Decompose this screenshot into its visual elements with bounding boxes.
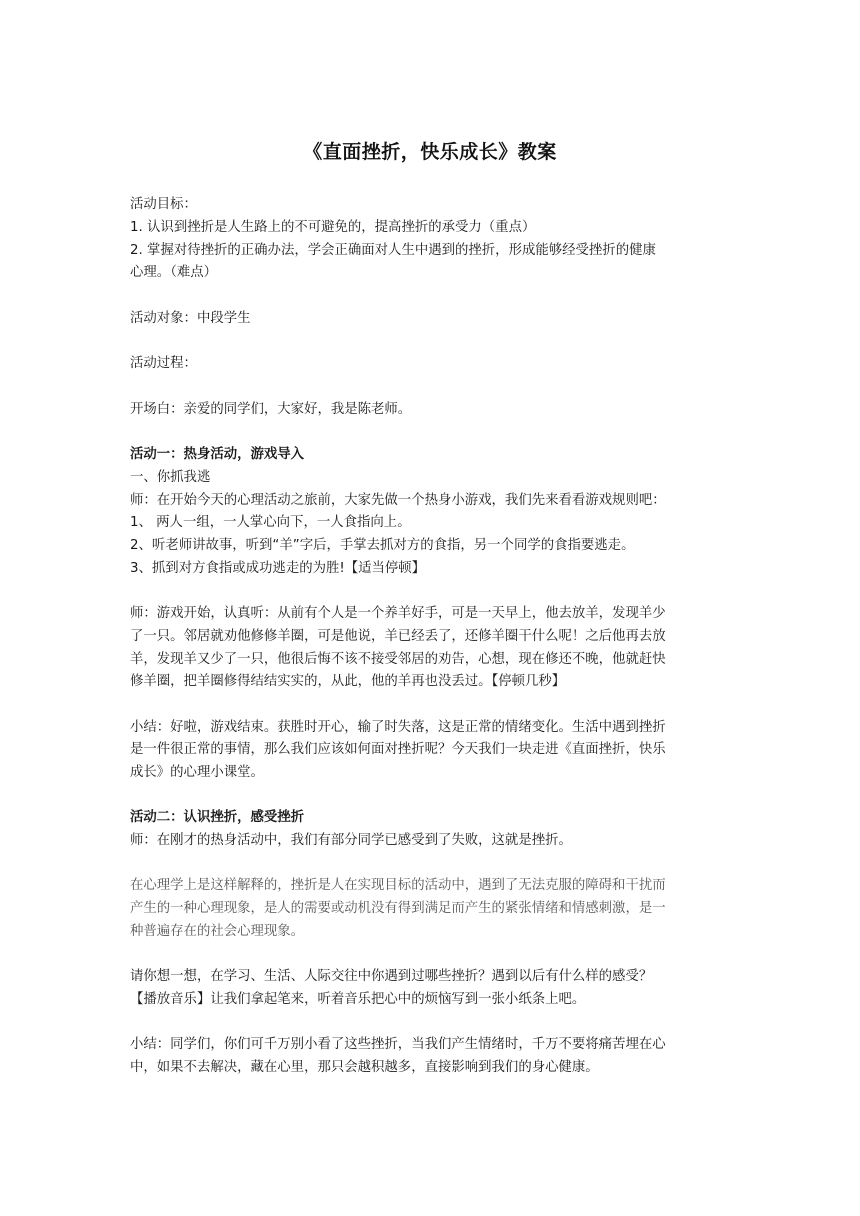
- game-rule-2: 2、听老师讲故事，听到“羊”字后，手掌去抓对方的食指，另一个同学的食指要逃走。: [130, 538, 635, 553]
- definition-line-1: 在心理学上是这样解释的，挫折是人在实现目标的活动中，遇到了无法克服的障碍和干扰而: [130, 878, 666, 893]
- definition-line-3: 种普遍存在的社会心理现象。: [130, 924, 305, 939]
- activity-2-intro: 师：在刚才的热身活动中，我们有部分同学已感受到了失败，这就是挫折。: [130, 833, 572, 848]
- activity-1-summary-line-2: 是一件很正常的事情，那么我们应该如何面对挫折呢？今天我们一块走进《直面挫折，快乐: [130, 742, 666, 757]
- activity-1-summary-line-3: 成长》的心理小课堂。: [130, 765, 264, 780]
- reflection-question-line-2: 【播放音乐】让我们拿起笔来，听着音乐把心中的烦恼写到一张小纸条上吧。: [130, 992, 586, 1007]
- objective-item-2-line-1: 2. 掌握对待挫折的正确办法，学会正确面对人生中遇到的挫折，形成能够经受挫折的健康: [130, 243, 656, 258]
- definition-line-2: 产生的一种心理现象，是人的需要或动机没有得到满足而产生的紧张情绪和情感刺激，是一: [130, 901, 666, 916]
- document-title: 《直面挫折，快乐成长》教案: [303, 141, 557, 163]
- activity-1-summary-line-1: 小结：好啦，游戏结束。获胜时开心，输了时失落，这是正常的情绪变化。生活中遇到挫折: [130, 720, 666, 735]
- process-heading: 活动过程：: [130, 356, 197, 371]
- activity-target: 活动对象：中段学生: [130, 311, 251, 326]
- reflection-question-line-1: 请你想一想，在学习、生活、人际交往中你遇到过哪些挫折？遇到以后有什么样的感受？: [130, 969, 653, 984]
- activity-1-subheading: 一、你抓我逃: [130, 470, 211, 485]
- activity-1-heading: 活动一：热身活动，游戏导入: [130, 447, 305, 462]
- opening-remarks: 开场白：亲爱的同学们，大家好，我是陈老师。: [130, 402, 412, 417]
- objective-item-2-line-2: 心理。（难点）: [130, 265, 218, 280]
- activity-2-summary-line-2: 中，如果不去解决，藏在心里，那只会越积越多，直接影响到我们的身心健康。: [130, 1060, 599, 1075]
- activity-1-intro: 师：在开始今天的心理活动之旅前，大家先做一个热身小游戏，我们先来看看游戏规则吧：: [130, 493, 666, 508]
- objectives-heading: 活动目标：: [130, 197, 197, 212]
- story-line-4: 修羊圈，把羊圈修得结结实实的，从此，他的羊再也没丢过。【停顿几秒】: [130, 674, 566, 689]
- game-rule-1: 1、 两人一组，一人掌心向下，一人食指向上。: [130, 515, 411, 530]
- story-line-2: 了一只。邻居就劝他修修羊圈，可是他说，羊已经丢了，还修羊圈干什么呢！之后他再去放: [130, 629, 666, 644]
- story-line-3: 羊，发现羊又少了一只，他很后悔不该不接受邻居的劝告，心想，现在修还不晚，他就赶快: [130, 652, 666, 667]
- activity-2-heading: 活动二：认识挫折，感受挫折: [130, 810, 305, 825]
- activity-2-summary-line-1: 小结：同学们，你们可千万别小看了这些挫折，当我们产生情绪时，千万不要将痛苦埋在心: [130, 1037, 666, 1052]
- objective-item-1: 1. 认识到挫折是人生路上的不可避免的，提高挫折的承受力（重点）: [130, 220, 536, 235]
- story-line-1: 师：游戏开始，认真听：从前有个人是一个养羊好手，可是一天早上，他去放羊，发现羊少: [130, 606, 666, 621]
- game-rule-3: 3、抓到对方食指或成功逃走的为胜!【适当停顿】: [130, 561, 426, 576]
